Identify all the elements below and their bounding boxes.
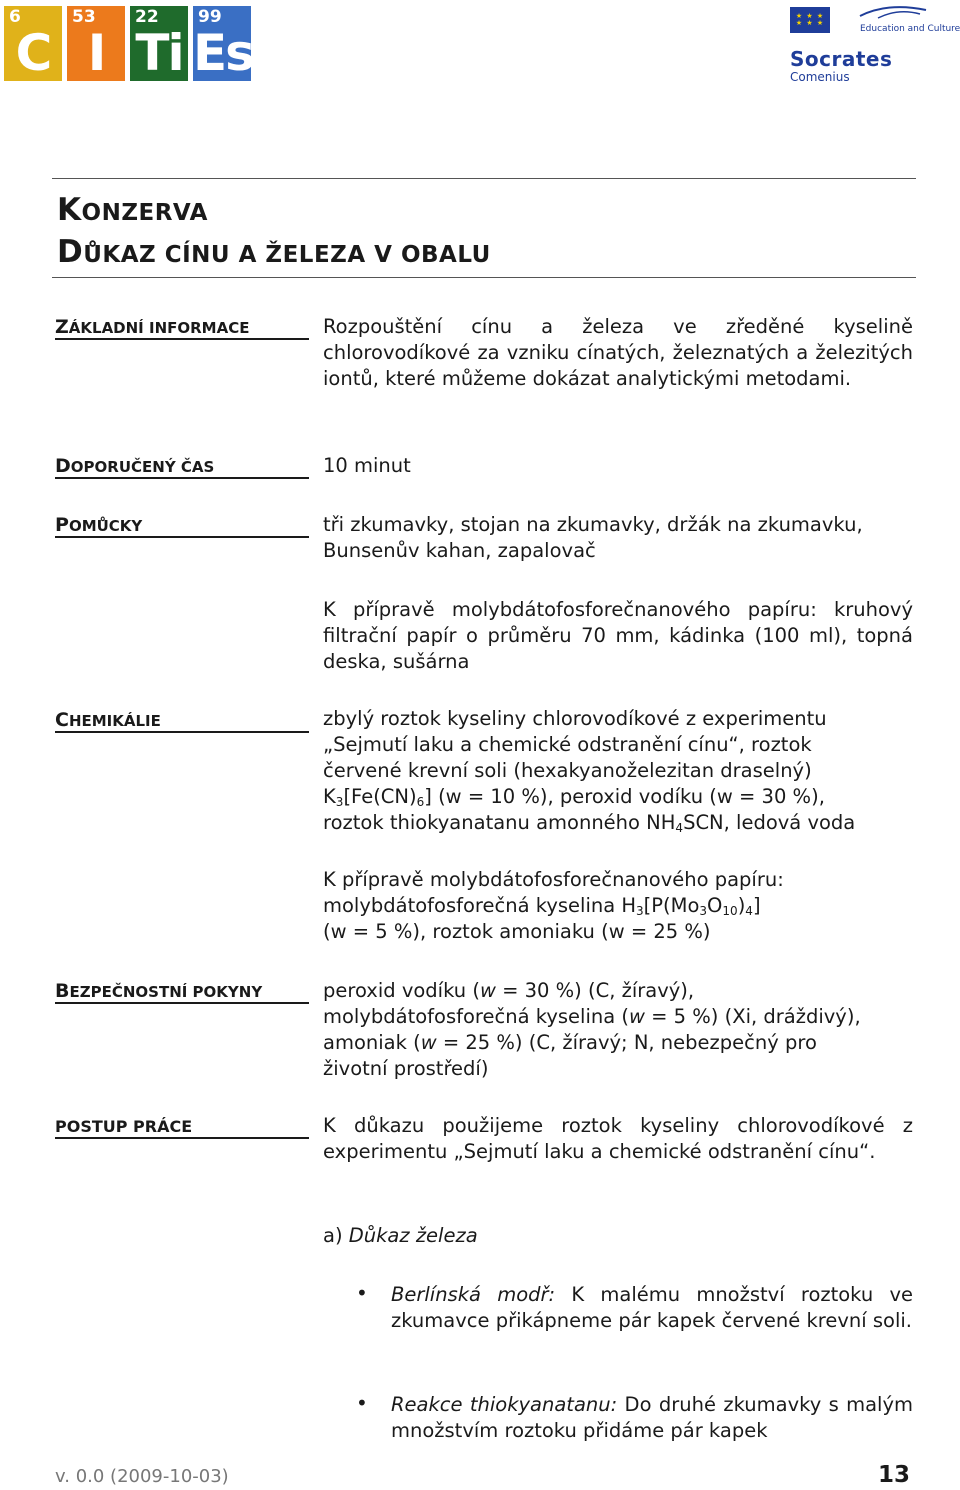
chemicals-line: K přípravě molybdátofosforečnanového papíru: [323, 868, 784, 891]
chemicals-line: $K_3[Fe(CN)_6] (w = 10$ %), peroxid vodíku (w = 30 %), [323, 785, 825, 809]
logo-tile-es [193, 6, 251, 81]
safety-line: molybdátofosforečná kyselina (w = 5 %) (Xi, dráždivý), [323, 1005, 861, 1028]
tile-number: 22 [135, 7, 159, 27]
bullet-icon: • [356, 1391, 368, 1415]
safety-text [323, 978, 913, 1082]
comenius-text: Comenius [790, 70, 850, 84]
chemicals-line: molybdátofosforečná kyselina $H_3[P(Mo_3O_{10})_4]$ [323, 894, 761, 918]
chemicals-paper-text [323, 867, 913, 945]
socrates-wordmark: Socrates [790, 47, 893, 71]
time-text: 10 minut [323, 454, 411, 477]
chemicals-line: červené krevní soli (hexakyanoželezitan draselný) [323, 759, 812, 782]
education-culture-text: Education and Culture [860, 24, 960, 34]
bullet-item: Reakce thiokyanatanu: Do druhé zkumavky s malým množstvím roztoku přidáme pár kapek [391, 1393, 914, 1442]
socrates-logo [788, 4, 960, 84]
safety-line: životní prostředí) [323, 1057, 489, 1080]
chemicals-line: zbylý roztok kyseliny chlorovodíkové z experimentu [323, 707, 827, 730]
tile-number: 99 [198, 7, 222, 27]
chemicals-line: „Sejmutí laku a chemické odstranění cínu“, roztok [323, 733, 812, 756]
page-number: 13 [878, 1462, 911, 1488]
tile-symbol: Ti [135, 24, 183, 82]
logo-tile-i [67, 6, 125, 81]
page-title-line2: DŮKAZ CÍNU A ŽELEZA V OBALU [57, 234, 491, 270]
citi-logo [4, 6, 251, 81]
section-label-chemicals: CHEMIKÁLIE [55, 711, 309, 733]
chemicals-text [323, 706, 913, 836]
section-label-basic-info: ZÁKLADNÍ INFORMACE [55, 318, 309, 340]
basic-info-text: Rozpouštění cínu a železa ve zředěné kyselině chlorovodíkové za vzniku cínatých, železnatých a železitých iontů, které můžeme dokázat analytickými metodami. [323, 315, 913, 390]
chemicals-line: (w = 5 %), roztok amoniaku (w = 25 %) [323, 920, 711, 943]
bullet-icon: • [356, 1281, 368, 1305]
section-label-time: DOPORUČENÝ ČAS [55, 457, 309, 479]
tile-symbol: I [87, 24, 105, 82]
safety-line: peroxid vodíku (w = 30 %) (C, žíravý), [323, 979, 695, 1002]
tile-symbol: Es [193, 24, 253, 82]
title-rule [52, 277, 916, 278]
logo-tile-c [4, 6, 62, 81]
logo-tile-ti [130, 6, 188, 81]
bullet-item: Berlínská modř: K malému množství roztoku ve zkumavce přikápneme pár kapek červené krevní soli. [391, 1283, 914, 1332]
safety-line: amoniak (w = 25 %) (C, žíravý; N, nebezpečný pro [323, 1031, 817, 1054]
swoosh-icon [858, 4, 928, 22]
tile-number: 53 [72, 7, 96, 27]
section-label-procedure: POSTUP PRÁCE [55, 1118, 309, 1139]
version-footer: v. 0.0 (2009-10-03) [55, 1466, 229, 1487]
eu-flag-icon: ★ ★ ★ ★ ★ ★ [790, 7, 830, 33]
chemicals-line: roztok thiokyanatanu amonného $NH_4SCN$, ledová voda [323, 811, 856, 835]
section-label-equipment: POMŮCKY [55, 516, 309, 538]
tile-number: 6 [9, 7, 21, 27]
page-title-line1: KONZERVA [57, 192, 208, 228]
section-label-safety: BEZPEČNOSTNÍ POKYNY [55, 982, 309, 1004]
tile-symbol: C [15, 24, 51, 82]
top-rule [52, 178, 916, 179]
equipment-paper-text: K přípravě molybdátofosforečnanového papíru: kruhový filtrační papír o průměru 70 mm, kádinka (100 ml), topná deska, sušárna [323, 598, 913, 673]
procedure-subheading: a) Důkaz železa [323, 1224, 478, 1247]
procedure-text: K důkazu použijeme roztok kyseliny chlorovodíkové z experimentu „Sejmutí laku a chemické odstranění cínu“. [323, 1114, 913, 1163]
equipment-text: tři zkumavky, stojan na zkumavky, držák na zkumavku, Bunsenův kahan, zapalovač [323, 513, 863, 562]
